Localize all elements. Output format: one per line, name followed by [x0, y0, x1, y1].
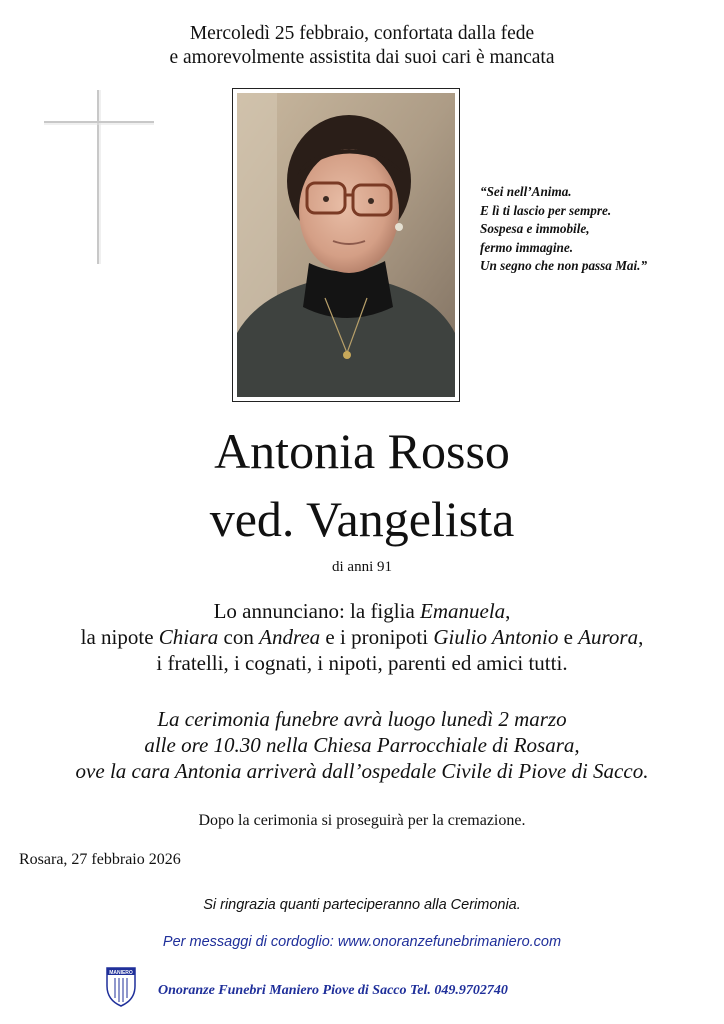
- portrait-photo: [237, 93, 455, 397]
- intro-line-2: e amorevolmente assistita dai suoi cari è mancata: [169, 47, 555, 68]
- agency-contact: Onoranze Funebri Maniero Piove di Sacco Tel. 049.9702740: [158, 983, 508, 998]
- quote-line: Sospesa e immobile,: [480, 221, 590, 236]
- condolence-messages-link[interactable]: Per messaggi di cordoglio: www.onoranzefunebrimaniero.com: [162, 934, 562, 950]
- ceremony-line-2: alle ore 10.30 nella Chiesa Parrocchiale di Rosara,: [144, 733, 580, 757]
- ceremony-info: [0, 706, 724, 784]
- announcement-line-2: [0, 624, 724, 650]
- place-date: Rosara, 27 febbraio 2026: [19, 851, 181, 868]
- ceremony-line-3: ove la cara Antonia arriverà dall’ospedale Civile di Piove di Sacco.: [75, 759, 649, 783]
- cross-icon: [40, 86, 158, 268]
- maniero-logo-icon: [105, 964, 137, 1008]
- quote-line: fermo immagine.: [480, 239, 574, 255]
- relative-name: Andrea: [259, 625, 321, 649]
- relative-name: Emanuela: [420, 599, 506, 623]
- announcement-text: la nipote: [80, 625, 159, 649]
- announcement-text: con: [218, 625, 260, 649]
- announcement-text: ,: [638, 625, 644, 649]
- deceased-name: Antonia Rosso: [214, 423, 510, 479]
- intro-text: [0, 22, 724, 70]
- announcement: [0, 598, 724, 676]
- deceased-married-name: ved. Vangelista: [209, 491, 515, 547]
- quote-line: E lì ti lascio per sempre.: [480, 202, 612, 218]
- logo-text: MANIERO: [109, 969, 133, 976]
- relative-name: Aurora: [578, 625, 639, 649]
- poem-quote: [480, 183, 720, 276]
- quote-line: “Sei nell’Anima.: [480, 184, 572, 199]
- age-text: di anni 91: [332, 559, 392, 575]
- cremation-note: Dopo la cerimonia si proseguirà per la cremazione.: [198, 812, 526, 829]
- ceremony-line-1: La cerimonia funebre avrà luogo lunedì 2 marzo: [157, 707, 567, 731]
- portrait-photo-frame: [232, 88, 460, 402]
- relative-name: Giulio Antonio: [433, 625, 559, 649]
- announcement-text: ,: [505, 599, 511, 623]
- intro-line-1: Mercoledì 25 febbraio, confortata dalla fede: [189, 23, 535, 44]
- announcement-text: Lo annunciano: la figlia: [213, 599, 421, 623]
- relative-name: Chiara: [158, 625, 219, 649]
- announcement-text: e: [558, 625, 579, 649]
- announcement-line-3: i fratelli, i cognati, i nipoti, parenti ed amici tutti.: [156, 651, 568, 675]
- thanks-note: Si ringrazia quanti parteciperanno alla Cerimonia.: [203, 897, 521, 913]
- announcement-text: e i pronipoti: [320, 625, 434, 649]
- quote-line: Un segno che non passa Mai.”: [480, 258, 648, 273]
- announcement-line-1: [0, 598, 724, 624]
